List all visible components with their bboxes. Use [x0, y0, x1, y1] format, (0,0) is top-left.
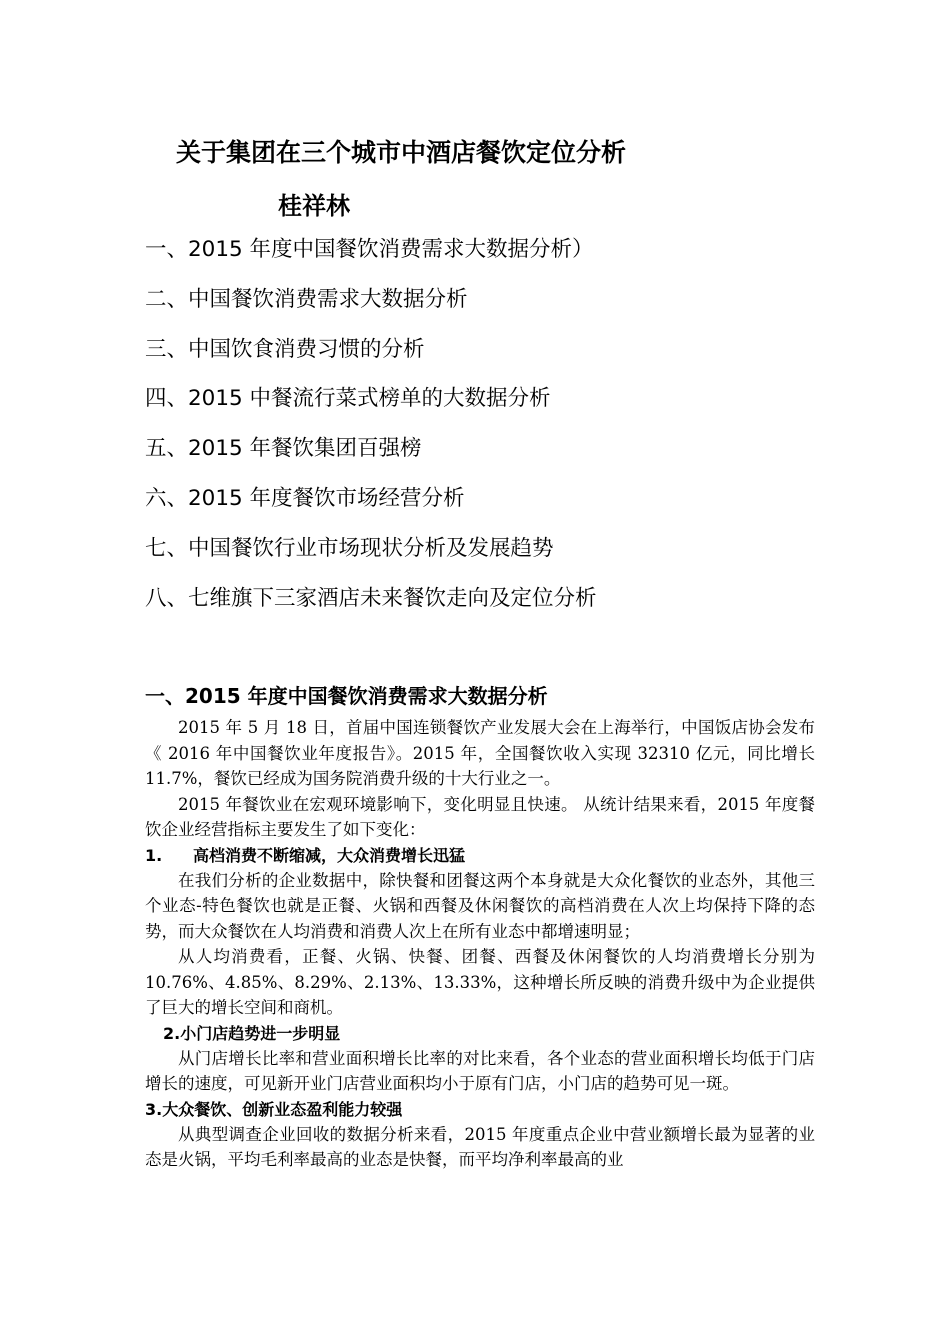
- section-1: [145, 681, 815, 1173]
- paragraph: 从典型调查企业回收的数据分析来看，2015 年度重点企业中营业额增长最为显著的业态是火锅，平均毛利率最高的业态是快餐，而平均净利率最高的业: [145, 1124, 815, 1169]
- toc-item: 六、2015 年度餐饮市场经营分析: [145, 485, 465, 511]
- paragraph: 从人均消费看，正餐、火锅、快餐、团餐、西餐及休闲餐饮的人均消费增长分别为 10.76%、4.85%、8.29%、2.13%、13.33%，这种增长所反映的消费升级中为企业提供了巨大的增长空间和商机。: [145, 947, 815, 1017]
- subheading-3: 3.大众餐饮、创新业态盈利能力较强: [145, 1099, 403, 1119]
- toc-item: 七、中国餐饮行业市场现状分析及发展趋势: [145, 535, 554, 561]
- paragraph: 在我们分析的企业数据中，除快餐和团餐这两个本身就是大众化餐饮的业态外，其他三个业态-特色餐饮也就是正餐、火锅和西餐及休闲餐饮的高档消费在人次上均保持下降的态势，而大众餐饮在人均消费和消费人次上在所有业态中都增速明显；: [145, 870, 815, 941]
- author-name: 桂祥林: [278, 192, 350, 220]
- subheading-text: 高档消费不断缩减，大众消费增长迅猛: [193, 845, 466, 865]
- toc-item: 八、七维旗下三家酒店未来餐饮走向及定位分析: [145, 585, 597, 611]
- table-of-contents: [145, 232, 597, 630]
- toc-item: 五、2015 年餐饮集团百强榜: [145, 436, 422, 462]
- paragraph: 2015 年餐饮业在宏观环境影响下，变化明显且快速。 从统计结果来看，2015 年度餐饮企业经营指标主要发生了如下变化：: [145, 794, 815, 839]
- paragraph: 从门店增长比率和营业面积增长比率的对比来看，各个业态的营业面积增长均低于门店增长的速度，可见新开业门店营业面积均小于原有门店，小门店的趋势可见一斑。: [145, 1048, 815, 1093]
- subheading-number: 1.: [145, 845, 163, 865]
- section-heading: 一、2015 年度中国餐饮消费需求大数据分析: [145, 684, 548, 708]
- toc-item: 二、中国餐饮消费需求大数据分析: [145, 286, 468, 312]
- paragraph: 2015 年 5 月 18 日，首届中国连锁餐饮产业发展大会在上海举行，中国饭店协会发布《 2016 年中国餐饮业年度报告》。2015 年，全国餐饮收入实现 32310 亿元，同比增长 11.7%，餐饮已经成为国务院消费升级的十大行业之一。: [145, 718, 815, 788]
- toc-item: 一、2015 年度中国餐饮消费需求大数据分析）: [145, 237, 594, 262]
- toc-item: 三、中国饮食消费习惯的分析: [145, 336, 425, 362]
- subheading-2: 2.小门店趋势进一步明显: [163, 1023, 341, 1043]
- subheading-1: [145, 843, 815, 868]
- document-title: 关于集团在三个城市中酒店餐饮定位分析: [176, 138, 627, 167]
- toc-item: 四、2015 中餐流行菜式榜单的大数据分析: [145, 386, 551, 412]
